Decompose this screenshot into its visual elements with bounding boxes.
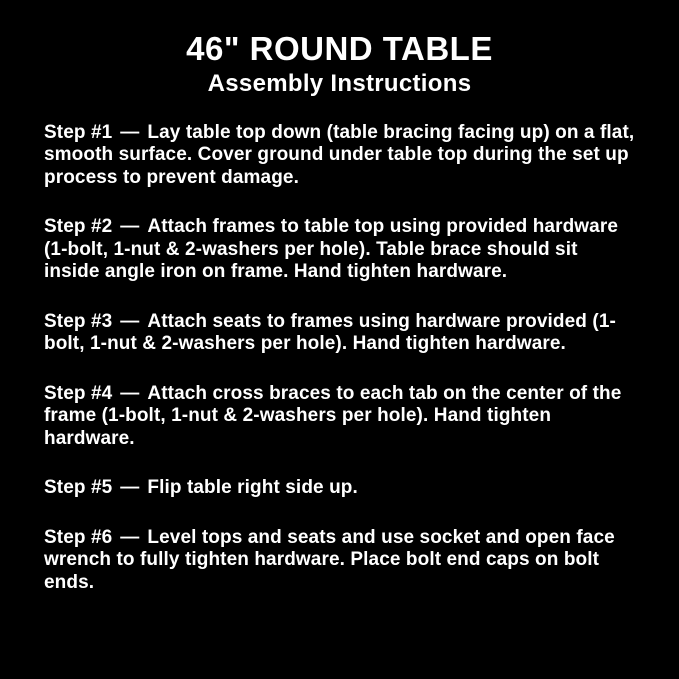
step-1-dash: —	[120, 121, 140, 143]
step-3-label: Step #3	[44, 310, 113, 332]
step-4-label: Step #4	[44, 382, 113, 404]
step-6-dash: —	[120, 526, 140, 548]
step-2-text: Attach frames to table top using provided hardware (1-bolt, 1-nut & 2-washers per hole). Table brace should sit inside angle iron on frame. Hand tighten hardware.	[44, 216, 618, 283]
step-6-text: Level tops and seats and use socket and open face wrench to fully tighten hardware. Place bolt end caps on bolt ends.	[44, 526, 615, 593]
step-3	[44, 311, 635, 356]
step-5	[44, 477, 635, 500]
step-4	[44, 383, 635, 451]
step-3-dash: —	[120, 310, 140, 332]
instructions-list	[44, 122, 635, 595]
step-6	[44, 527, 635, 595]
step-2	[44, 216, 635, 284]
step-4-dash: —	[120, 382, 140, 404]
step-5-label: Step #5	[44, 477, 113, 499]
step-2-dash: —	[120, 216, 140, 238]
page-title: 46" ROUND TABLE	[186, 30, 493, 67]
step-1-text: Lay table top down (table bracing facing up) on a flat, smooth surface. Cover ground under table top during the set up process to prevent damage.	[44, 121, 635, 188]
step-2-label: Step #2	[44, 216, 113, 238]
step-1	[44, 122, 635, 190]
step-5-text: Flip table right side up.	[147, 477, 358, 499]
step-1-label: Step #1	[44, 121, 113, 143]
step-4-text: Attach cross braces to each tab on the center of the frame (1-bolt, 1-nut & 2-washers per hole). Hand tighten hardware.	[44, 382, 622, 449]
step-3-text: Attach seats to frames using hardware provided (1-bolt, 1-nut & 2-washers per hole). Hand tighten hardware.	[44, 310, 616, 355]
step-6-label: Step #6	[44, 526, 113, 548]
step-5-dash: —	[120, 477, 140, 499]
card-header	[44, 30, 635, 98]
page-subtitle: Assembly Instructions	[207, 69, 472, 97]
